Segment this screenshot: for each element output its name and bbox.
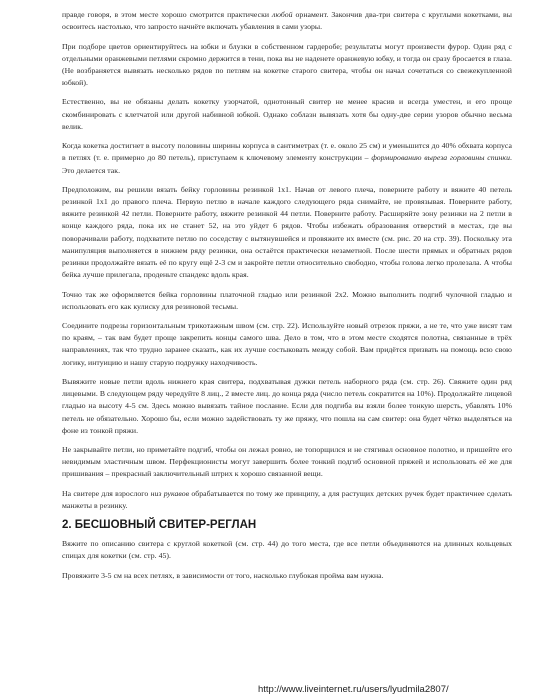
text-run: При подборе цветов ориентируйтесь на юбки и блузки в собственном гардеробе; результаты могут произвести фурор. Один ряд с отдельными оранжевыми петлями скромно держится в тени, пока вы не наденете оранжевую юбку, и тогда он сразу бросается в глаза. (Не возбраняется вывязать несколько рядов по петлям на кокетке старого свитера, чтобы он начал сочетаться со свежекупленной юбкой). [62, 41, 512, 88]
source-url-watermark[interactable]: http://www.liveinternet.ru/users/lyudmila2807/ [258, 684, 449, 695]
italic-text: любой [272, 10, 293, 19]
italic-text: формированию выреза горловины спинки [371, 153, 511, 163]
paragraph-p9 [62, 444, 512, 481]
text-run: Точно так же оформляется бейка горловины платочной гладью или резинкой 2x2. Можно выполнить подгиб чулочной гладью и использовать его как кулиску для резиновой тесьмы. [62, 289, 512, 311]
paragraph-p1 [62, 9, 512, 33]
paragraph-p12 [62, 570, 512, 582]
paragraph-p8 [62, 376, 512, 437]
text-run: Соедините подрезы горизонтальным трикотажным швом (см. стр. 22). Используйте новый отрезок пряжи, а не те, что уже висят там по краям, – так вам будет проще закрепить концы самого шва. Дело в том, что в этом месте сходятся полотна, связанные в трёх направлениях, так что трудно заранее сказать, как их лучше состыковать между собой. Вам придётся призвать на помощь всю свою логику, интуицию и нашу старую подружку находчивость. [62, 321, 512, 367]
paragraph-p4 [62, 140, 512, 177]
text-run: Когда кокетка достигнет в высоту половины ширины корпуса в сантиметрах (т. е. около 25 см) и уменьшится до 40% обхвата корпуса в петлях (т. е. примерно до 80 петель), приступаем к ключевому элементу конструкции – [62, 141, 512, 163]
text-run: Не закрывайте петли, но приметайте подгиб, чтобы он лежал ровно, не топорщился и не стягивал основное полотно, и пришейте его невидимым эластичным швом. Перфекционисты могут завершить более тонкий подгиб основной пряжей и использовать её же для пришивания – прекрасный заключительный штрих к хорошо связанной вещи. [62, 445, 512, 479]
text-run: орнамент. Закончив два-три свитера с круглыми кокетками, вы освоитесь настолько, что запросто начнёте включать убавления в сами узоры. [62, 10, 512, 32]
italic-text: низ рукавов [150, 488, 190, 498]
paragraph-p11 [62, 538, 512, 562]
text-run: Естественно, вы не обязаны делать кокетку узорчатой, однотонный свитер не менее красив и всегда уместен, и его проще скомбинировать с клетчатой или другой набивной юбкой. Однако соблазн вывязать хотя бы одну-две серии узоров обычно весьма велик. [62, 97, 512, 131]
text-run: правде говоря, в этом месте хорошо смотрится практически [62, 10, 273, 19]
paragraph-p3 [62, 96, 512, 133]
text-run: Предположим, вы решили вязать бейку горловины резинкой 1x1. Начав от левого плеча, поверните работу и вяжите 40 петель резинкой 1x1 до правого плеча. Первую петлю в начале каждого следующего ряда снимайте, не провязывая. Поверните работу, вяжите резинкой 42 петли. Поверните работу, вяжите резинкой 44 петли. Поверните работу. Расширяйте зону резинки на 2 петли в конце каждого ряда, пока их не станет 52, на это уйдет 6 рядов. Чтобы избежать образования отверстий в местах, где вы поворачивали работу, подхватите петлю по соседству с вытянувшейся и провяжите их вместе (см. рис. 20 на стр. 39). Поскольку эта манипуляция выполняется в нижнем ряду резинки, она остаётся практически незаметной. После шести прямых и обратных рядов резинки продолжайте вязать её по кругу ещё 2-3 см и закройте петли относительно свободно, чтобы голова легко пролезала. А чтобы бейка лучше прилегала, проденьте спандекс вдоль края. [62, 184, 512, 280]
text-run: . Это делается так. [62, 153, 512, 175]
section-heading: 2. БЕСШОВНЫЙ СВИТЕР-РЕГЛАН [62, 519, 257, 532]
text-run: Вяжите по описанию свитера с круглой кокеткой (см. стр. 44) до того места, где все петли объединяются на длинных кольцевых спицах для кокетки (см. стр. 45). [62, 539, 512, 561]
text-run: обрабатывается по тому же принципу, а для растущих детских ручек будет практичнее сделать манжеты в резинку. [62, 488, 512, 510]
text-run: Провяжите 3-5 см на всех петлях, в зависимости от того, насколько глубокая пройма вам нужна. [62, 570, 384, 580]
body-text-before-heading [62, 9, 512, 512]
paragraph-p5 [62, 184, 512, 282]
text-run: Вывяжите новые петли вдоль нижнего края свитера, подхватывая дужки петель наборного ряда (см. стр. 26). Свяжите один ряд лицевыми. В следующем ряду чередуйте 8 лиц., 2 вместе лиц. до конца ряда (число петель сократится на 10%). Продолжайте лицевой гладью на высоту 4-5 см. Здесь можно вывязать тайное послание. Если для подгиба вы взяли более тонкую шерсть, убавлять 10% петель не обязательно. Хорошо бы, если можно задействовать ту же пряжу, что пошла на сам свитер: она будет чётко выделяться на фоне из тонкой пряжи. [62, 376, 512, 435]
paragraph-p10 [62, 488, 512, 512]
body-text-after-heading [62, 538, 512, 582]
paragraph-p2 [62, 41, 512, 90]
paragraph-p6 [62, 289, 512, 313]
text-run: На свитере для взрослого [62, 488, 151, 498]
paragraph-p7 [62, 320, 512, 369]
